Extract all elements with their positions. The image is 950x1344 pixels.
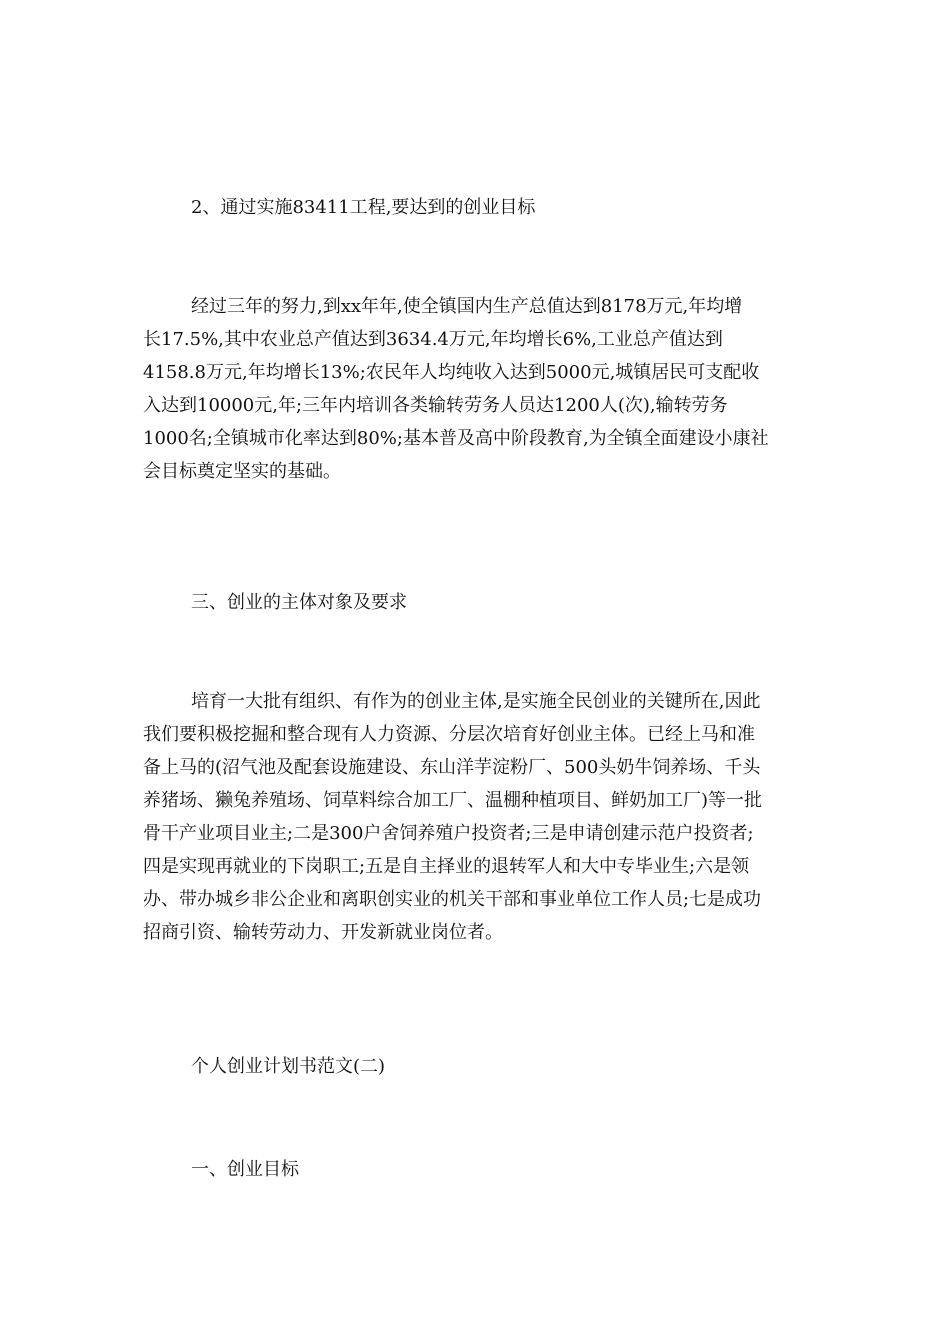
paragraph-goals xyxy=(143,290,809,488)
paragraph-line: 招商引资、输转劳动力、开发新就业岗位者。 xyxy=(143,922,503,943)
paragraph-line: 培育一大批有组织、有作为的创业主体,是实施全民创业的关键所在,因此 xyxy=(191,691,761,712)
paragraph-line: 会目标奠定坚实的基础。 xyxy=(143,461,341,482)
paragraph-line: 长17.5%,其中农业总产值达到3634.4万元,年均增长6%,工业总产值达到 xyxy=(143,329,723,350)
paragraph-line: 养猪场、獭兔养殖场、饲草料综合加工厂、温棚种植项目、鲜奶加工厂)等一批 xyxy=(143,790,763,811)
paragraph-line: 入达到10000元,年;三年内培训各类输转劳务人员达1200人(次),输转劳务 xyxy=(143,395,728,416)
section-heading-goal-one: 一、创业目标 xyxy=(191,1159,299,1180)
paragraph-line: 四是实现再就业的下岗职工;五是自主择业的退转军人和大中专毕业生;六是领 xyxy=(143,856,750,877)
paragraph-line: 备上马的(沼气池及配套设施建设、东山洋芋淀粉厂、500头奶牛饲养场、千头 xyxy=(143,757,761,778)
section-heading-subjects: 三、创业的主体对象及要求 xyxy=(191,592,407,613)
paragraph-line: 4158.8万元,年均增长13%;农民年人均纯收入达到5000元,城镇居民可支配收 xyxy=(143,362,760,383)
paragraph-subjects xyxy=(143,685,809,949)
paragraph-line: 我们要积极挖掘和整合现有人力资源、分层次培育好创业主体。已经上马和准 xyxy=(143,724,755,745)
section-heading-goals: 2、通过实施83411工程,要达到的创业目标 xyxy=(191,197,536,218)
paragraph-line: 1000名;全镇城市化率达到80%;基本普及高中阶段教育,为全镇全面建设小康社 xyxy=(143,428,769,449)
paragraph-line: 骨干产业项目业主;二是300户舍饲养殖户投资者;三是申请创建示范户投资者; xyxy=(143,823,754,844)
paragraph-line: 办、带办城乡非公企业和离职创实业的机关干部和事业单位工作人员;七是成功 xyxy=(143,889,762,910)
paragraph-line: 经过三年的努力,到xx年年,使全镇国内生产总值达到8178万元,年均增 xyxy=(191,296,743,317)
document-title-sample-two: 个人创业计划书范文(二) xyxy=(191,1056,386,1077)
